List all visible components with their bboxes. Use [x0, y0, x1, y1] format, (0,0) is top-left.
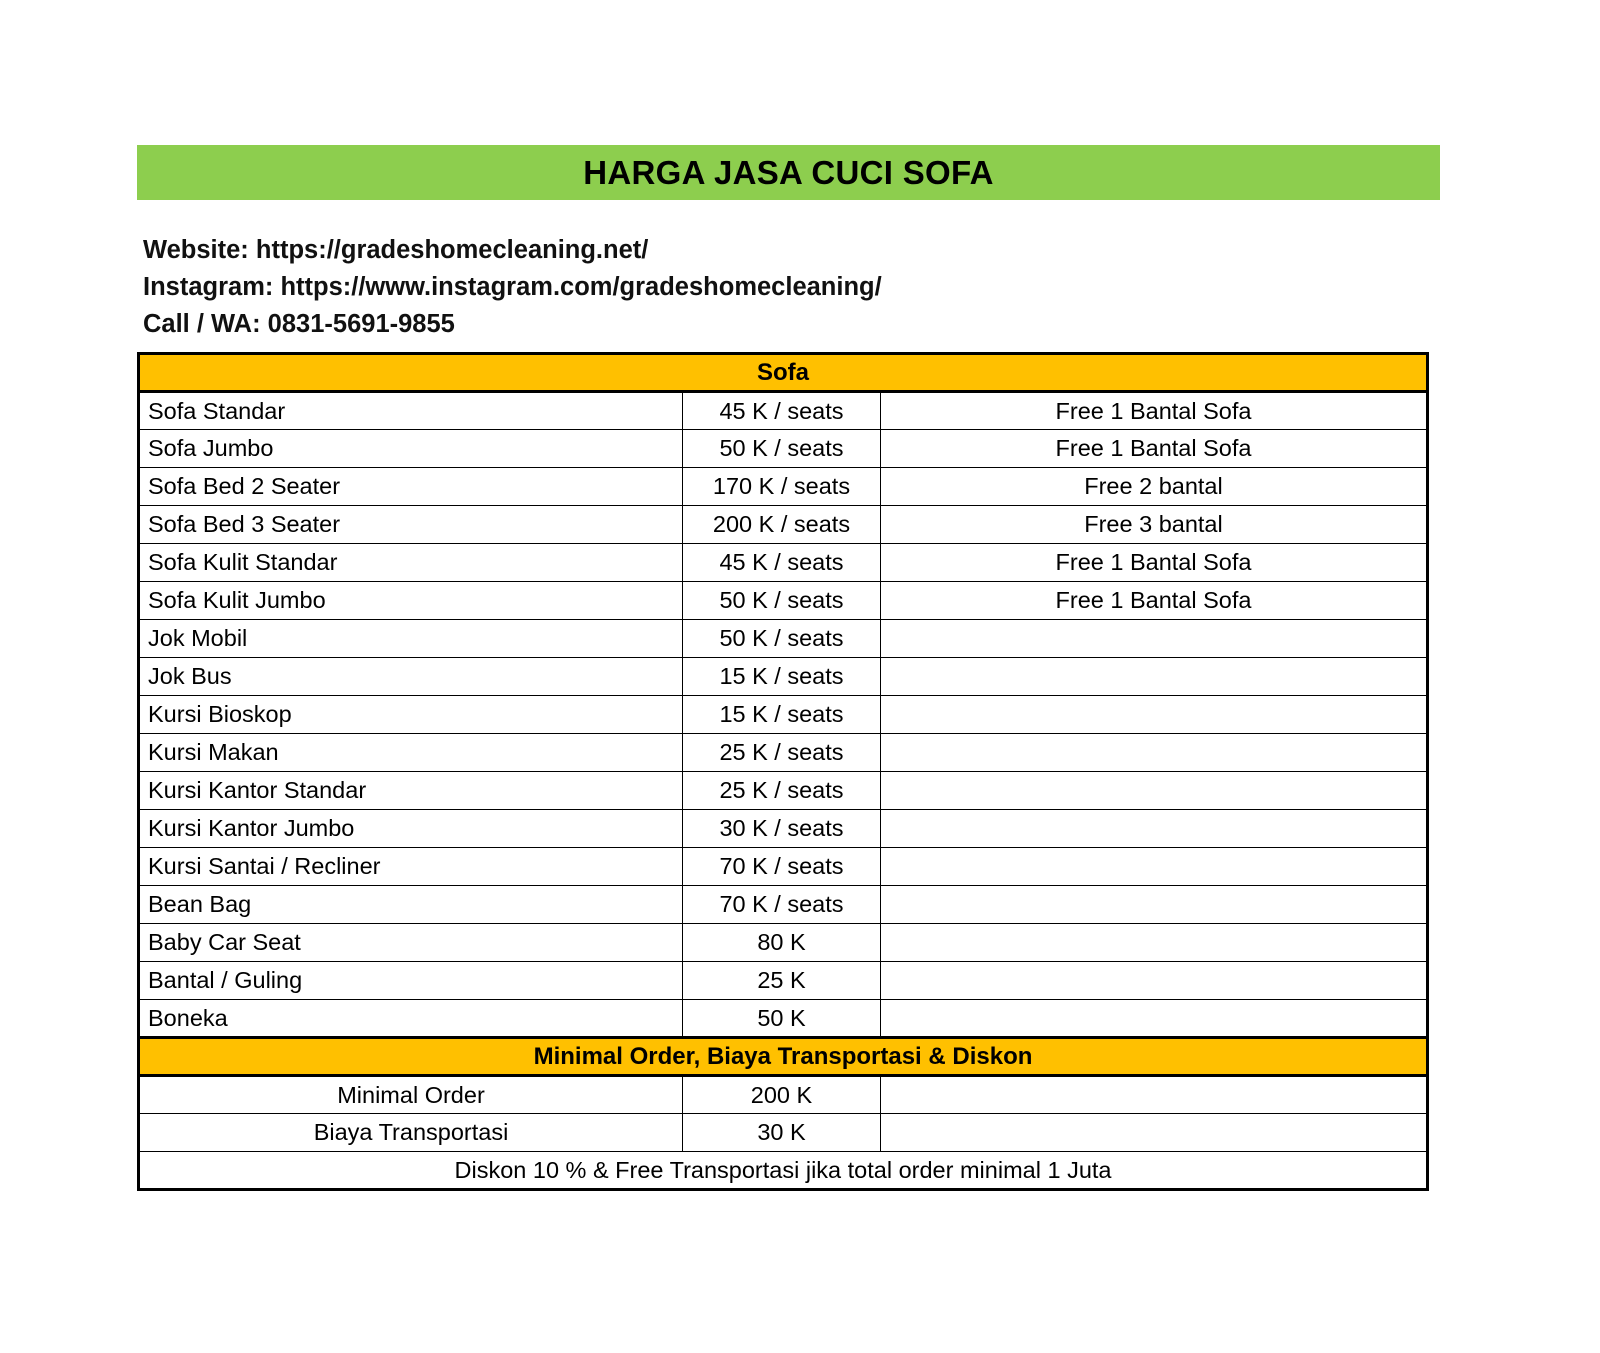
row-bonus-value: Free 2 bantal	[881, 468, 1428, 506]
row-price-value: 70 K / seats	[683, 848, 881, 886]
row-price-value: 30 K	[683, 1114, 881, 1152]
row-item-label: Jok Mobil	[139, 620, 683, 658]
row-item-label: Kursi Santai / Recliner	[139, 848, 683, 886]
row-item-label: Biaya Transportasi	[139, 1114, 683, 1152]
contact-info-block	[143, 232, 1423, 343]
table-row	[139, 696, 1428, 734]
row-bonus-value	[881, 734, 1428, 772]
table-row	[139, 1076, 1428, 1114]
row-price-value: 45 K / seats	[683, 544, 881, 582]
row-bonus-value	[881, 848, 1428, 886]
section-header-label: Sofa	[139, 354, 1428, 392]
row-item-label: Baby Car Seat	[139, 924, 683, 962]
row-item-label: Boneka	[139, 1000, 683, 1038]
row-price-value: 70 K / seats	[683, 886, 881, 924]
row-price-value: 50 K	[683, 1000, 881, 1038]
row-price-value: 170 K / seats	[683, 468, 881, 506]
instagram-line: Instagram: https://www.instagram.com/gradeshomecleaning/	[143, 273, 882, 301]
row-bonus-value	[881, 1000, 1428, 1038]
table-row	[139, 392, 1428, 430]
table-row	[139, 810, 1428, 848]
row-bonus-value	[881, 962, 1428, 1000]
table-section-header-row	[139, 354, 1428, 392]
row-bonus-value: Free 1 Bantal Sofa	[881, 392, 1428, 430]
price-table	[137, 352, 1429, 1191]
table-row	[139, 430, 1428, 468]
row-bonus-value	[881, 620, 1428, 658]
row-price-value: 15 K / seats	[683, 696, 881, 734]
table-row	[139, 1000, 1428, 1038]
row-bonus-value	[881, 658, 1428, 696]
row-price-value: 50 K / seats	[683, 430, 881, 468]
row-bonus-value: Free 1 Bantal Sofa	[881, 544, 1428, 582]
table-section-header-row	[139, 1038, 1428, 1076]
table-row	[139, 962, 1428, 1000]
row-price-value: 15 K / seats	[683, 658, 881, 696]
row-price-value: 25 K	[683, 962, 881, 1000]
row-bonus-value: Free 1 Bantal Sofa	[881, 582, 1428, 620]
row-price-value: 200 K	[683, 1076, 881, 1114]
row-item-label: Sofa Kulit Jumbo	[139, 582, 683, 620]
row-bonus-value	[881, 924, 1428, 962]
table-row	[139, 468, 1428, 506]
row-price-value: 50 K / seats	[683, 582, 881, 620]
page-title: HARGA JASA CUCI SOFA	[583, 153, 994, 191]
row-price-value: 50 K / seats	[683, 620, 881, 658]
row-item-label: Minimal Order	[139, 1076, 683, 1114]
row-item-label: Kursi Kantor Standar	[139, 772, 683, 810]
row-price-value: 200 K / seats	[683, 506, 881, 544]
row-price-value: 30 K / seats	[683, 810, 881, 848]
table-row	[139, 582, 1428, 620]
table-row	[139, 1114, 1428, 1152]
row-item-label: Sofa Bed 3 Seater	[139, 506, 683, 544]
row-bonus-value	[881, 772, 1428, 810]
row-item-label: Sofa Bed 2 Seater	[139, 468, 683, 506]
section-header-label: Minimal Order, Biaya Transportasi & Diskon	[139, 1038, 1428, 1076]
discount-note: Diskon 10 % & Free Transportasi jika total order minimal 1 Juta	[139, 1152, 1428, 1190]
table-row	[139, 620, 1428, 658]
phone-line: Call / WA: 0831-5691-9855	[143, 310, 455, 338]
row-item-label: Kursi Kantor Jumbo	[139, 810, 683, 848]
row-bonus-value: Free 1 Bantal Sofa	[881, 430, 1428, 468]
row-bonus-value	[881, 696, 1428, 734]
table-note-row	[139, 1152, 1428, 1190]
row-item-label: Sofa Kulit Standar	[139, 544, 683, 582]
row-price-value: 45 K / seats	[683, 392, 881, 430]
row-item-label: Kursi Makan	[139, 734, 683, 772]
row-item-label: Bantal / Guling	[139, 962, 683, 1000]
row-item-label: Bean Bag	[139, 886, 683, 924]
table-row	[139, 848, 1428, 886]
table-row	[139, 658, 1428, 696]
table-row	[139, 924, 1428, 962]
table-row	[139, 544, 1428, 582]
row-bonus-value	[881, 886, 1428, 924]
row-bonus-value	[881, 1076, 1428, 1114]
row-item-label: Sofa Standar	[139, 392, 683, 430]
table-row	[139, 772, 1428, 810]
website-line: Website: https://gradeshomecleaning.net/	[143, 236, 649, 264]
row-item-label: Sofa Jumbo	[139, 430, 683, 468]
row-price-value: 25 K / seats	[683, 772, 881, 810]
row-item-label: Jok Bus	[139, 658, 683, 696]
document-title-band	[137, 145, 1440, 200]
row-price-value: 25 K / seats	[683, 734, 881, 772]
row-bonus-value	[881, 810, 1428, 848]
table-row	[139, 506, 1428, 544]
table-row	[139, 734, 1428, 772]
row-bonus-value: Free 3 bantal	[881, 506, 1428, 544]
row-item-label: Kursi Bioskop	[139, 696, 683, 734]
row-bonus-value	[881, 1114, 1428, 1152]
row-price-value: 80 K	[683, 924, 881, 962]
table-row	[139, 886, 1428, 924]
